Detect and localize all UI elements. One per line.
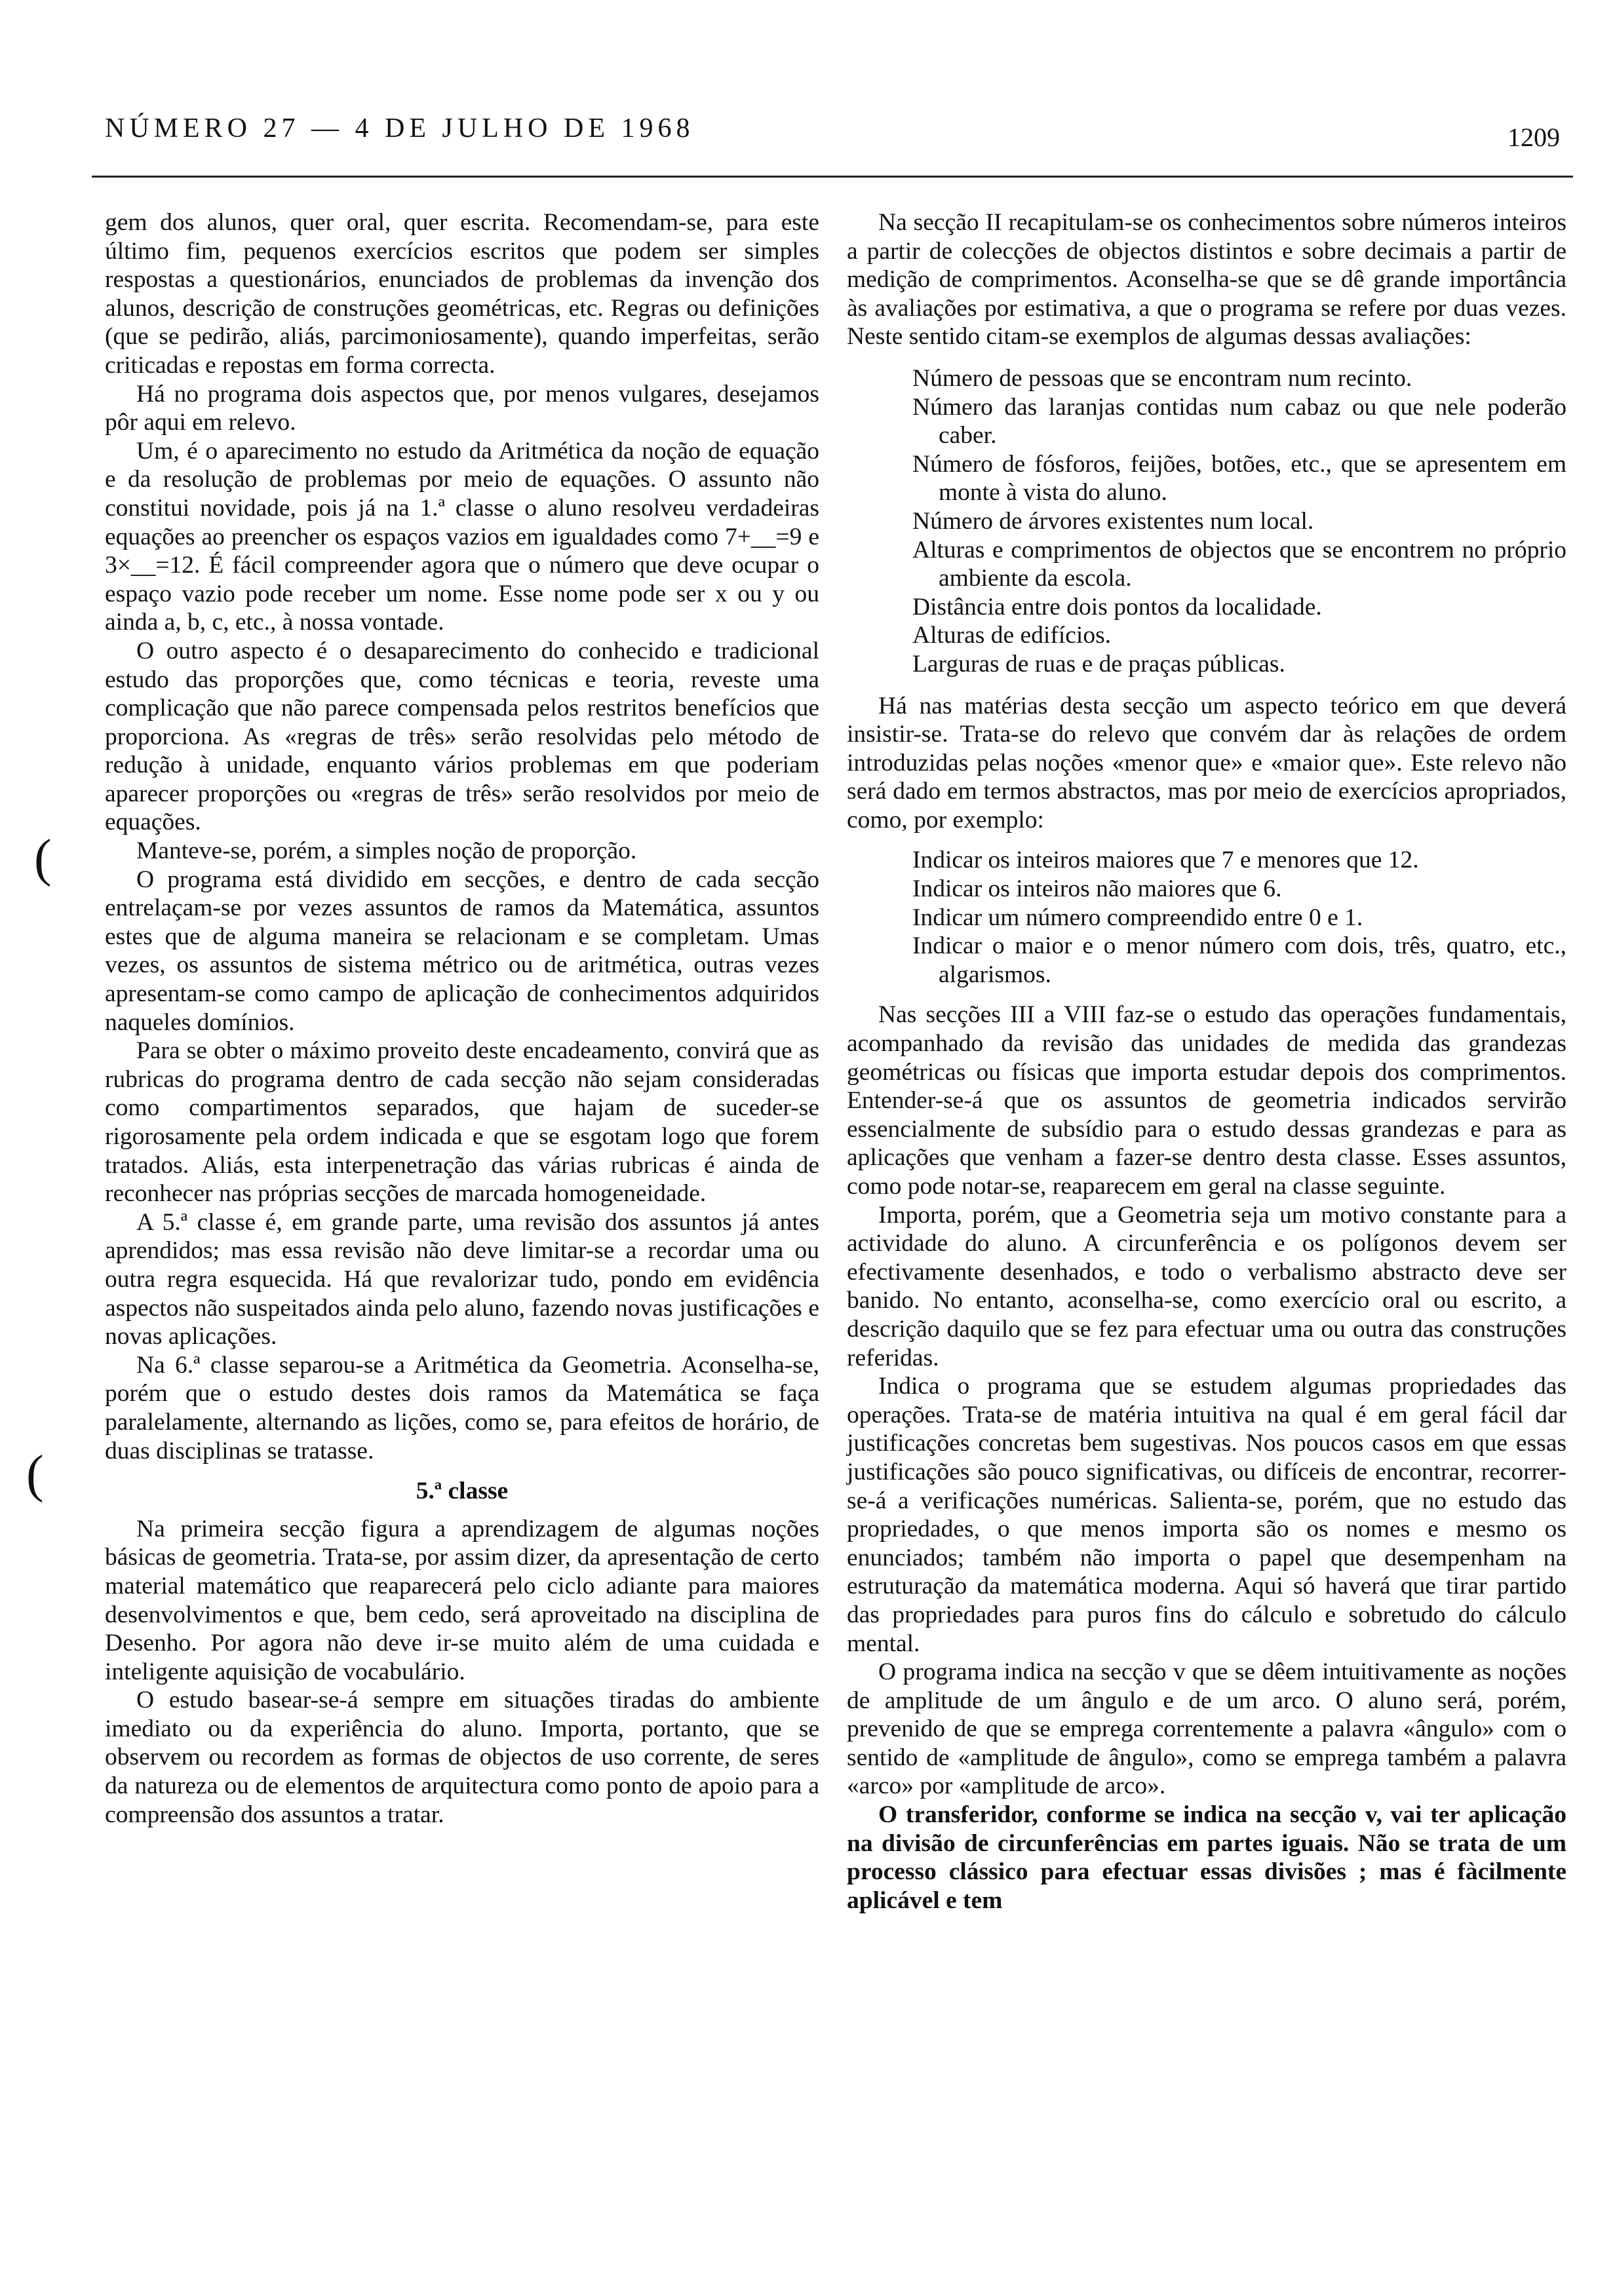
list-item: Indicar o maior e o menor número com dois, três, quatro, etc., algarismos. (912, 932, 1566, 988)
list-item: Larguras de ruas e de praças públicas. (912, 650, 1285, 678)
paragraph: gem dos alunos, quer oral, quer escrita. Recomendam-se, para este último fim, pequenos exercícios escritos que podem ser simples respostas a questionários, enunciados de problemas da invenção dos alunos, descrição de construções geométricas, etc. Regras ou definições (que se pedirão, aliás, parcimoniosamente), quando imperfeitas, serão criticadas e repostas em forma correcta. (105, 209, 819, 379)
paragraph: Na secção II recapitulam-se os conhecimentos sobre números inteiros a partir de colecções de objectos distintos e sobre decimais a partir de medição de comprimentos. Aconselha-se que se dê grande importância às avaliações por estimativa, a que o programa se refere por duas vezes. Neste sentido citam-se exemplos de algumas dessas avaliações: (847, 209, 1566, 351)
list-item: Número das laranjas contidas num cabaz ou que nele poderão caber. (912, 393, 1566, 450)
list-item: Número de fósforos, feijões, botões, etc., que se apresentem em monte à vista do aluno. (912, 450, 1566, 507)
issue-line: NÚMERO 27 — 4 DE JULHO DE 1968 (105, 113, 695, 144)
paragraph: Há nas matérias desta secção um aspecto teórico em que deverá insistir-se. Trata-se do relevo que convém dar às relações de ordem introduzidas pelas noções «menor que» e «maior que». Este relevo não será dado em termos abstractos, mas por meio de exercícios apropriados, como, por exemplo: (847, 692, 1566, 833)
paragraph: Na 6.ª classe separou-se a Aritmética da Geometria. Aconselha-se, porém que o estudo destes dois ramos da Matemática se faça paralelamente, alternando as lições, como se, para efeitos de horário, de duas disciplinas se tratasse. (105, 1351, 819, 1464)
page-header (105, 113, 1560, 159)
paragraph: Para se obter o máximo proveito deste encadeamento, convirá que as rubricas do programa dentro de cada secção não sejam consideradas como compartimentos separados, que hajam de suceder-se rigorosamente pela ordem indicada e que se esgotam logo que forem tratados. Aliás, esta interpenetração das várias rubricas é ainda de reconhecer nas próprias secções de marcada homogeneidade. (105, 1037, 819, 1208)
list-item: Indicar os inteiros não maiores que 6. (912, 875, 1282, 903)
margin-mark: ( (34, 830, 52, 887)
paragraph: O estudo basear-se-á sempre em situações tiradas do ambiente imediato ou da experiência do aluno. Importa, portanto, que se observem ou recordem as formas de objectos de uso corrente, de seres da natureza ou de elementos de arquitectura como ponto de apoio para a compreensão dos assuntos a tratar. (105, 1687, 819, 1828)
exercises-list (847, 846, 1566, 989)
section-title: 5.ª classe (416, 1478, 509, 1505)
right-column (847, 208, 1566, 1915)
paragraph: O programa está dividido em secções, e dentro de cada secção entrelaçam-se por vezes assuntos de ramos da Matemática, assuntos estes que de alguma maneira se relacionam e se completam. Umas vezes, os assuntos de sistema métrico ou de aritmética, outras vezes apresentam-se como campo de aplicação de conhecimentos adquiridos naqueles domínios. (105, 866, 819, 1036)
paragraph: Um, é o aparecimento no estudo da Aritmética da noção de equação e da resolução de problemas por meio de equações. O assunto não constitui novidade, pois já na 1.ª classe o aluno resolveu verdadeiras equações ao preencher os espaços vazios em igualdades como 7+__=9 e 3×__=12. É fácil compreender agora que o número que deve ocupar o espaço vazio pode receber um nome. Esse nome pode ser x ou y ou ainda a, b, c, etc., à nossa vontade. (105, 437, 819, 636)
paragraph: Há no programa dois aspectos que, por menos vulgares, desejamos pôr aqui em relevo. (105, 380, 819, 436)
list-item: Indicar os inteiros maiores que 7 e menores que 12. (912, 847, 1419, 874)
examples-list (847, 364, 1566, 679)
list-item: Alturas de edifícios. (912, 622, 1112, 649)
list-item: Alturas e comprimentos de objectos que se encontrem no próprio ambiente da escola. (912, 536, 1566, 592)
paragraph: Manteve-se, porém, a simples noção de proporção. (136, 837, 637, 865)
list-item: Indicar um número compreendido entre 0 e 1. (912, 904, 1363, 931)
left-column (105, 208, 819, 1829)
header-rule (92, 176, 1573, 178)
list-item: Número de pessoas que se encontram num recinto. (912, 364, 1412, 392)
paragraph: Importa, porém, que a Geometria seja um motivo constante para a actividade do aluno. A circunferência e os polígonos devem ser efectivamente desenhados, e todo o verbalismo abstracto deve ser banido. No entanto, aconselha-se, como exercício oral ou escrito, a descrição daquilo que se fez para efectuar uma ou outra das construções referidas. (847, 1201, 1566, 1371)
list-item: Número de árvores existentes num local. (912, 507, 1314, 535)
page-number: 1209 (1508, 123, 1560, 152)
paragraph: A 5.ª classe é, em grande parte, uma revisão dos assuntos já antes aprendidos; mas essa revisão não deve limitar-se a recordar uma ou outra regra esquecida. Há que revalorizar tudo, pondo em evidência aspectos não suspeitados ainda pelo aluno, fazendo novas justificações e novas aplicações. (105, 1208, 819, 1350)
margin-mark: ( (26, 1445, 44, 1503)
paragraph: Nas secções III a VIII faz-se o estudo das operações fundamentais, acompanhado da revisão das unidades de medida das grandezas geométricas ou físicas que importa estudar depois dos comprimentos. Entender-se-á que os assuntos de geometria indicados servirão essencialmente de subsídio para o estudo dessas grandezas e para as aplicações que venham a fazer-se dentro desta classe. Esses assuntos, como pode notar-se, reaparecem em geral na classe seguinte. (847, 1001, 1566, 1200)
paragraph: Na primeira secção figura a aprendizagem de algumas noções básicas de geometria. Trata-se, por assim dizer, da apresentação de certo material matemático que reaparecerá pelo ciclo adiante para maiores desenvolvimentos e que, bem cedo, será aproveitado na disciplina de Desenho. Por agora não deve ir-se muito além de uma cuidada e inteligente aquisição de vocabulário. (105, 1515, 819, 1685)
paragraph: O programa indica na secção v que se dêem intuitivamente as noções de amplitude de um ângulo e de um arco. O aluno será, porém, prevenido de que se emprega correntemente a palavra «ângulo» com o sentido de «amplitude de ângulo», como se emprega também a palavra «arco» por «amplitude de arco». (847, 1658, 1566, 1800)
paragraph: O outro aspecto é o desaparecimento do conhecido e tradicional estudo das proporções que, como técnicas e teoria, reveste uma complicação que não parece compensada pelos restritos benefícios que proporciona. As «regras de três» serão resolvidas pelo método de redução à unidade, enquanto vários problemas em que poderiam aparecer proporções ou «regras de três» serão resolvidos por meio de equações. (105, 637, 819, 836)
paragraph: Indica o programa que se estudem algumas propriedades das operações. Trata-se de matéria intuitiva na qual é em geral fácil dar justificações concretas bem sugestivas. Nos poucos casos em que essas justificações são pouco significativas, ou difíceis de encontrar, recorrer-se-á a verificações numéricas. Salienta-se, porém, que no estudo das propriedades, o que menos importa são os nomes e mesmo os enunciados; também não importa o papel que desempenham na estruturação da matemática moderna. Aqui só haverá que tirar partido das propriedades para puros fins do cálculo e sobretudo do cálculo mental. (847, 1373, 1566, 1657)
list-item: Distância entre dois pontos da localidade. (912, 593, 1322, 621)
paragraph: O transferidor, conforme se indica na secção v, vai ter aplicação na divisão de circunferências em partes iguais. Não se trata de um processo clássico para efectuar essas divisões ; mas é fàcilmente aplicável e tem (847, 1801, 1566, 1914)
